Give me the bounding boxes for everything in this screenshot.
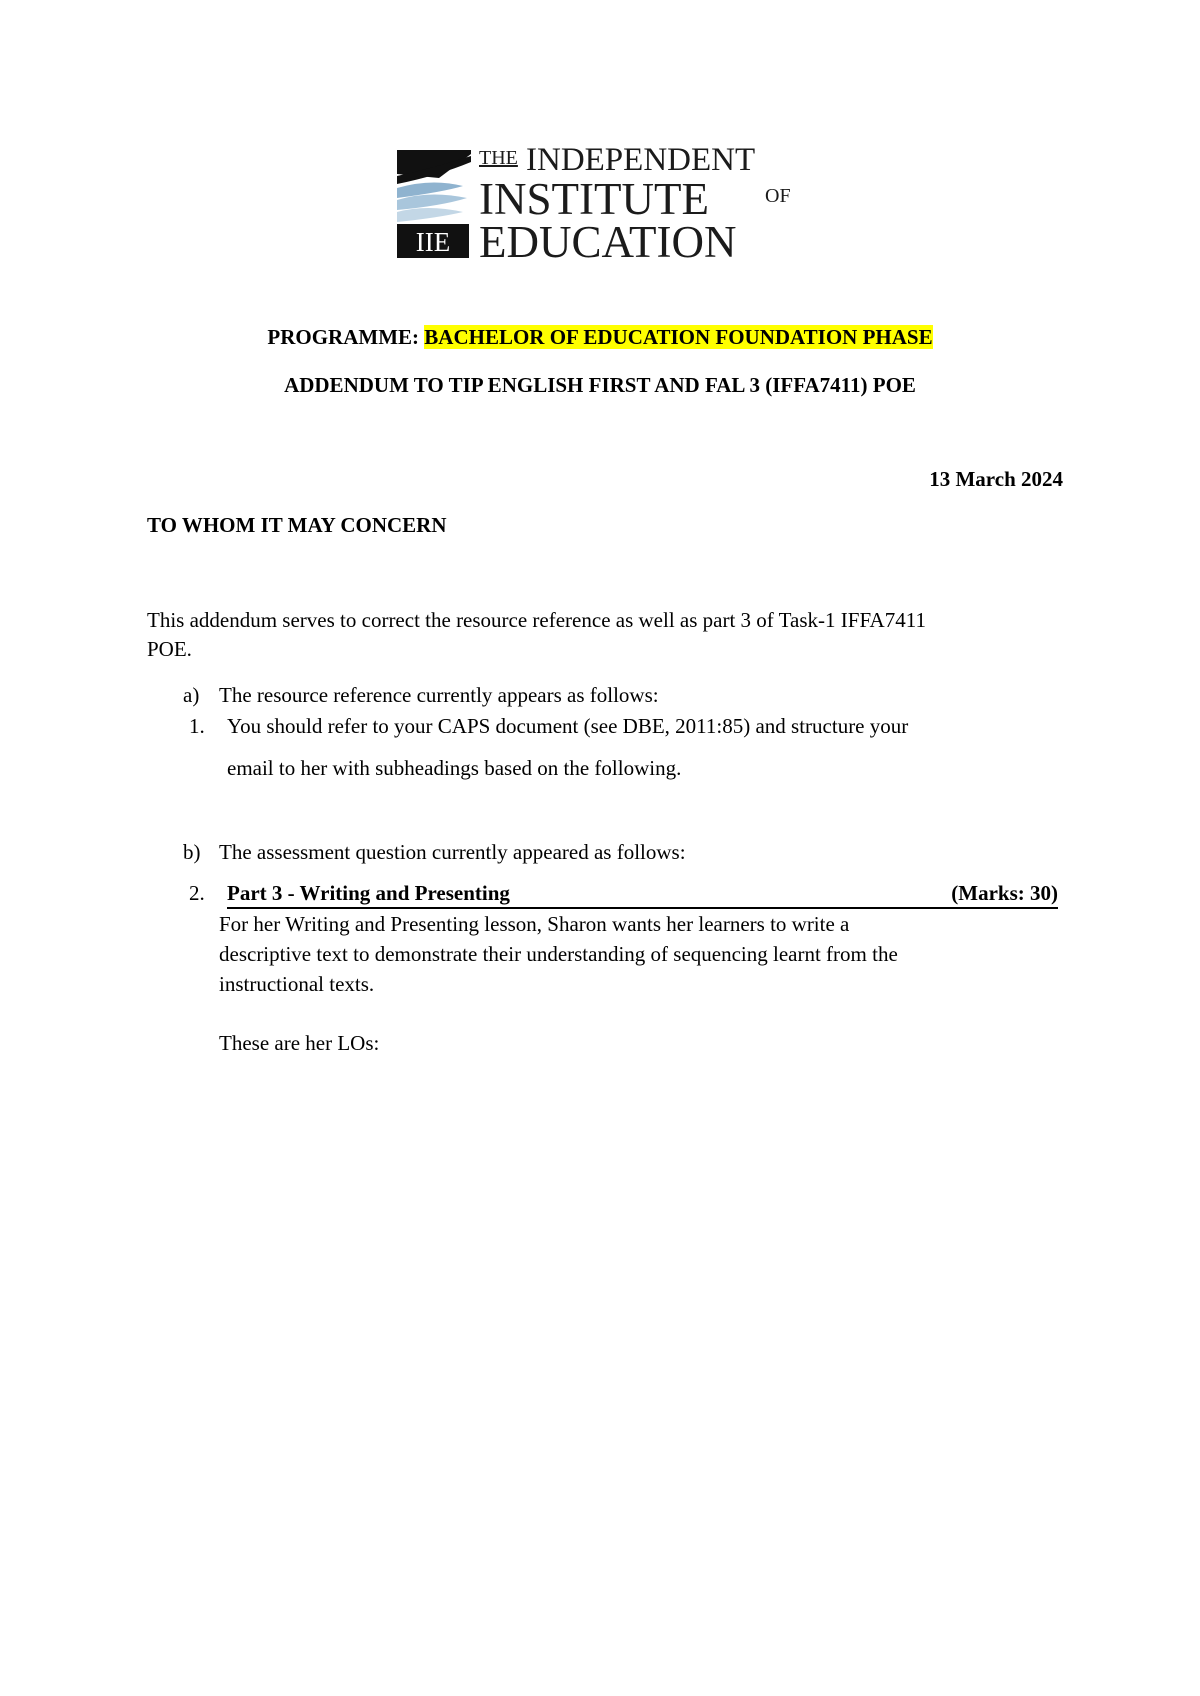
part-3-heading	[227, 881, 1058, 909]
part-3-title: Part 3 - Writing and Presenting	[227, 881, 510, 905]
logo-line1: INDEPENDENT	[526, 142, 756, 178]
item-1-line-2: email to her with subheadings based on the following.	[227, 756, 682, 780]
logo-line2: INSTITUTE	[479, 174, 709, 224]
logo-of: OF	[765, 185, 791, 207]
item-1-line-1: You should refer to your CAPS document (see DBE, 2011:85) and structure your	[227, 714, 909, 738]
item-1-marker: 1.	[189, 714, 205, 738]
iie-logo	[393, 140, 813, 262]
part-3-para-line-2: descriptive text to demonstrate their understanding of sequencing learnt from the	[219, 942, 898, 966]
intro-line-1: This addendum serves to correct the resource reference as well as part 3 of Task-1 IFFA7411	[147, 608, 926, 632]
programme-value: BACHELOR OF EDUCATION FOUNDATION PHASE	[424, 325, 933, 349]
programme-label: PROGRAMME:	[267, 325, 420, 349]
intro-line-2: POE.	[147, 637, 192, 661]
programme-line	[0, 325, 1200, 350]
part-3-para-line-3: instructional texts.	[219, 972, 375, 996]
item-a-text: The resource reference currently appears as follows:	[219, 683, 659, 707]
document-date: 13 March 2024	[929, 467, 1063, 491]
item-b-marker: b)	[183, 840, 201, 864]
part-3-marks: (Marks: 30)	[951, 881, 1058, 905]
item-a-marker: a)	[183, 683, 200, 707]
item-b-text: The assessment question currently appeared as follows:	[219, 840, 686, 864]
logo-graphic	[393, 140, 813, 262]
part-3-los: These are her LOs:	[219, 1031, 380, 1055]
logo-the: THE	[479, 147, 518, 169]
salutation: TO WHOM IT MAY CONCERN	[147, 513, 447, 537]
logo-badge: IIE	[415, 227, 451, 257]
part-3-para-line-1: For her Writing and Presenting lesson, Sharon wants her learners to write a	[219, 912, 850, 936]
item-2-marker: 2.	[189, 881, 205, 905]
addendum-title: ADDENDUM TO TIP ENGLISH FIRST AND FAL 3 (IFFA7411) POE	[284, 373, 916, 397]
logo-line3: EDUCATION	[479, 217, 737, 262]
